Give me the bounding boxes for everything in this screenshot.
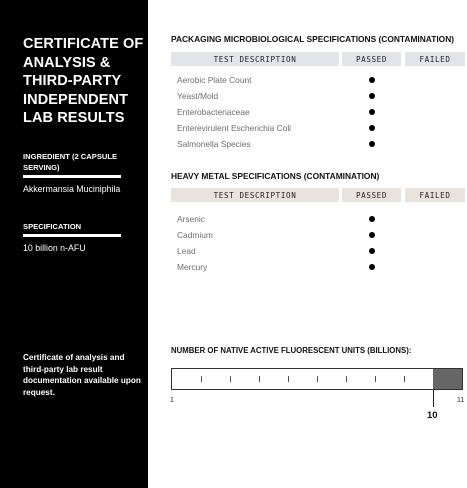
units-bar-tick bbox=[230, 376, 231, 382]
passed-dot-icon bbox=[369, 125, 375, 131]
specification-label: SPECIFICATION bbox=[23, 222, 82, 231]
packaging-section-title: PACKAGING MICROBIOLOGICAL SPECIFICATIONS (CONTAMINATION) bbox=[171, 34, 455, 44]
units-bar-tick bbox=[404, 376, 405, 382]
result-row bbox=[177, 245, 457, 257]
ingredient-value: Akkermansia Muciniphila bbox=[23, 184, 121, 194]
units-bar-marker-label: 10 bbox=[427, 410, 438, 421]
units-bar-tick bbox=[317, 376, 318, 382]
units-bar bbox=[171, 368, 463, 390]
test-name: Aerobic Plate Count bbox=[177, 75, 252, 85]
result-row bbox=[177, 74, 457, 86]
passed-dot-icon bbox=[369, 109, 375, 115]
units-bar-tick bbox=[288, 376, 289, 382]
result-row bbox=[177, 90, 457, 102]
heavy-metal-header-failed: FAILED bbox=[405, 188, 465, 202]
heavy-metal-section-title: HEAVY METAL SPECIFICATIONS (CONTAMINATION) bbox=[171, 171, 380, 181]
heavy-metal-header-description: TEST DESCRIPTION bbox=[171, 188, 339, 202]
passed-dot-icon bbox=[369, 141, 375, 147]
test-name: Enterobacteriaceae bbox=[177, 107, 250, 117]
result-row bbox=[177, 229, 457, 241]
sidebar-title: CERTIFICATE OF ANALYSIS & THIRD-PARTY INDEPENDENT LAB RESULTS bbox=[23, 36, 144, 126]
units-bar-tick bbox=[375, 376, 376, 382]
test-name: Salmonella Species bbox=[177, 139, 251, 149]
units-bar-marker bbox=[433, 390, 434, 407]
sidebar bbox=[0, 0, 148, 488]
result-row bbox=[177, 138, 457, 150]
passed-dot-icon bbox=[369, 232, 375, 238]
packaging-header-failed: FAILED bbox=[405, 52, 465, 66]
passed-dot-icon bbox=[369, 264, 375, 270]
packaging-header-description: TEST DESCRIPTION bbox=[171, 52, 339, 66]
heavy-metal-header-passed: PASSED bbox=[342, 188, 401, 202]
result-row bbox=[177, 106, 457, 118]
result-row bbox=[177, 261, 457, 273]
specification-divider bbox=[23, 234, 121, 237]
units-bar-title: NUMBER OF NATIVE ACTIVE FLUORESCENT UNITS (BILLIONS): bbox=[171, 346, 412, 355]
passed-dot-icon bbox=[369, 93, 375, 99]
test-name: Yeast/Mold bbox=[177, 91, 219, 101]
passed-dot-icon bbox=[369, 216, 375, 222]
units-bar-min-label: 1 bbox=[170, 397, 174, 404]
availability-note: Certificate of analysis and third-party lab result documentation available upon request. bbox=[23, 353, 141, 397]
units-bar-tick bbox=[346, 376, 347, 382]
test-name: Enterevirulent Escherichia Coli bbox=[177, 123, 292, 133]
test-name: Cadmium bbox=[177, 230, 213, 240]
ingredient-label: INGREDIENT (2 CAPSULE SERVING) bbox=[23, 152, 118, 172]
result-row bbox=[177, 213, 457, 225]
packaging-header-passed: PASSED bbox=[342, 52, 401, 66]
result-row bbox=[177, 122, 457, 134]
units-bar-tick bbox=[259, 376, 260, 382]
passed-dot-icon bbox=[369, 248, 375, 254]
units-bar-max-label: 11 bbox=[457, 397, 465, 404]
test-name: Mercury bbox=[177, 262, 208, 272]
passed-dot-icon bbox=[369, 77, 375, 83]
test-name: Lead bbox=[177, 246, 196, 256]
test-name: Arsenic bbox=[177, 214, 205, 224]
ingredient-divider bbox=[23, 175, 121, 178]
specification-value: 10 billion n-AFU bbox=[23, 243, 86, 253]
units-bar-tick bbox=[201, 376, 202, 382]
units-bar-fill bbox=[433, 369, 462, 389]
